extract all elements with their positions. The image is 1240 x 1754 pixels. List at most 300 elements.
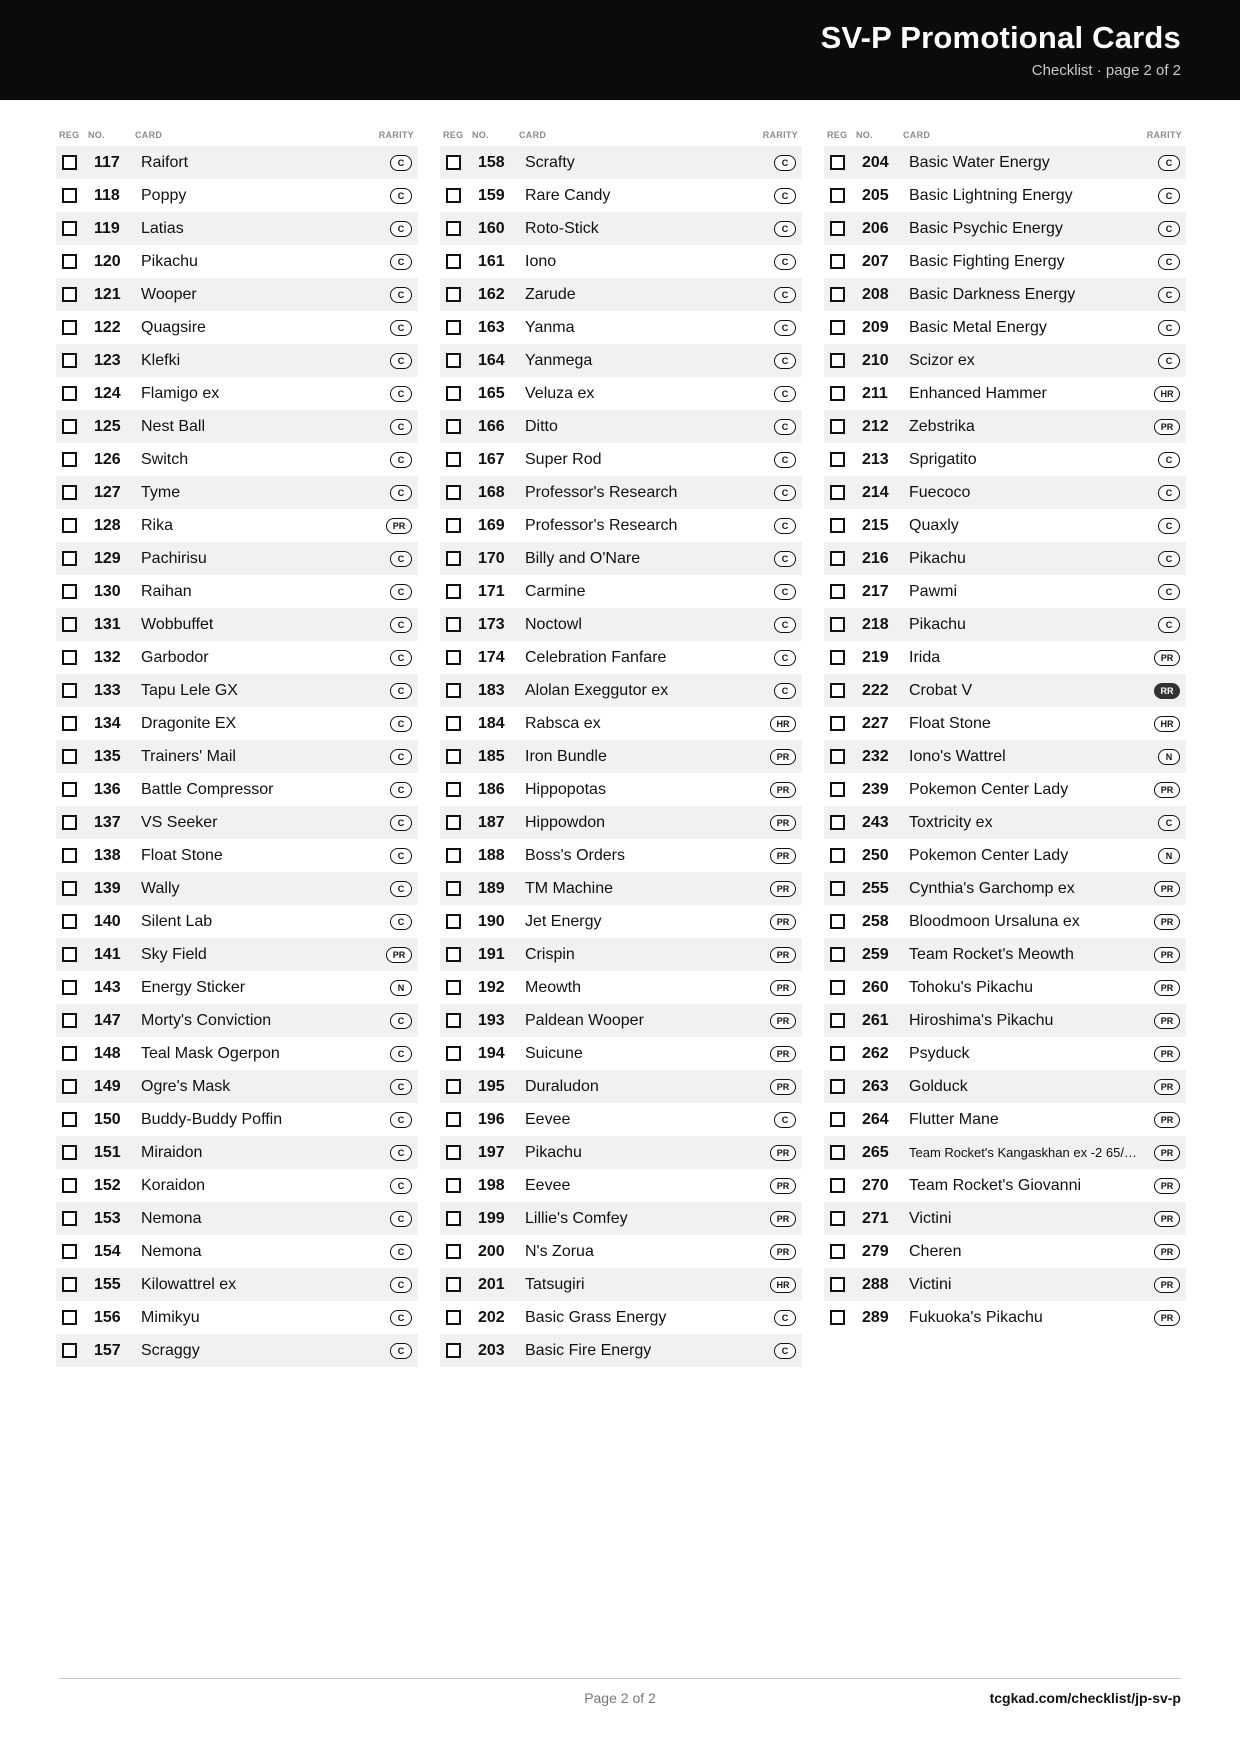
register-checkbox[interactable] <box>62 254 77 269</box>
card-row <box>824 542 1186 575</box>
register-checkbox[interactable] <box>830 815 845 830</box>
register-checkbox[interactable] <box>830 386 845 401</box>
register-checkbox[interactable] <box>446 881 461 896</box>
card-number: 159 <box>478 186 505 204</box>
footer-divider <box>59 1678 1181 1679</box>
rarity-badge: PR <box>770 1046 796 1062</box>
register-checkbox[interactable] <box>830 1079 845 1094</box>
register-checkbox[interactable] <box>62 1310 77 1325</box>
card-row <box>56 344 418 377</box>
register-checkbox[interactable] <box>62 1277 77 1292</box>
rarity-badge: C <box>1158 287 1180 303</box>
card-row <box>440 1202 802 1235</box>
card-name: Rare Candy <box>525 186 611 204</box>
card-row <box>440 1301 802 1334</box>
card-number: 187 <box>478 813 505 831</box>
card-name: Basic Grass Energy <box>525 1308 667 1326</box>
rarity-badge: C <box>390 1310 412 1326</box>
rarity-badge: PR <box>386 947 412 963</box>
register-checkbox[interactable] <box>830 419 845 434</box>
register-checkbox[interactable] <box>62 1211 77 1226</box>
register-checkbox[interactable] <box>62 221 77 236</box>
register-checkbox[interactable] <box>830 980 845 995</box>
rarity-badge: C <box>390 1046 412 1062</box>
card-row <box>56 1169 418 1202</box>
register-checkbox[interactable] <box>446 815 461 830</box>
register-checkbox[interactable] <box>62 188 77 203</box>
rarity-badge: PR <box>770 980 796 996</box>
rarity-badge: C <box>390 1211 412 1227</box>
card-number: 125 <box>94 417 121 435</box>
card-name: Ogre's Mask <box>141 1077 231 1095</box>
card-number: 173 <box>478 615 505 633</box>
register-checkbox[interactable] <box>62 1112 77 1127</box>
card-name: Basic Fire Energy <box>525 1341 652 1359</box>
card-row <box>440 740 802 773</box>
rarity-badge: PR <box>1154 1013 1180 1029</box>
rarity-cell <box>1146 716 1186 732</box>
card-number: 143 <box>94 978 121 996</box>
register-checkbox[interactable] <box>62 716 77 731</box>
rarity-badge: C <box>774 386 796 402</box>
card-name: Kilowattrel ex <box>141 1275 237 1293</box>
card-name: Psyduck <box>909 1044 970 1062</box>
card-row <box>56 542 418 575</box>
rarity-cell <box>762 353 802 369</box>
register-checkbox[interactable] <box>446 452 461 467</box>
register-checkbox[interactable] <box>446 155 461 170</box>
rarity-badge: C <box>390 584 412 600</box>
rarity-cell <box>378 716 418 732</box>
card-row <box>824 509 1186 542</box>
card-name: Teal Mask Ogerpon <box>141 1044 280 1062</box>
register-checkbox[interactable] <box>62 1079 77 1094</box>
card-number: 154 <box>94 1242 121 1260</box>
register-checkbox[interactable] <box>446 188 461 203</box>
rarity-badge: C <box>390 749 412 765</box>
card-name: Pawmi <box>909 582 958 600</box>
card-row <box>56 806 418 839</box>
register-checkbox[interactable] <box>62 848 77 863</box>
card-row <box>56 179 418 212</box>
card-number: 131 <box>94 615 121 633</box>
rarity-cell <box>378 1310 418 1326</box>
card-number: 152 <box>94 1176 121 1194</box>
rarity-badge: PR <box>1154 1310 1180 1326</box>
register-checkbox[interactable] <box>446 485 461 500</box>
register-checkbox[interactable] <box>830 287 845 302</box>
register-checkbox[interactable] <box>446 716 461 731</box>
card-name: Basic Darkness Energy <box>909 285 1076 303</box>
card-name: Pokemon Center Lady <box>909 846 1069 864</box>
header-rarity: RARITY <box>1146 130 1182 140</box>
rarity-badge: C <box>774 551 796 567</box>
rarity-badge: C <box>774 485 796 501</box>
rarity-badge: C <box>1158 221 1180 237</box>
register-checkbox[interactable] <box>62 815 77 830</box>
register-checkbox[interactable] <box>446 287 461 302</box>
register-checkbox[interactable] <box>830 782 845 797</box>
rarity-badge: C <box>1158 815 1180 831</box>
register-checkbox[interactable] <box>446 1079 461 1094</box>
card-row <box>56 1268 418 1301</box>
card-name: Eevee <box>525 1110 571 1128</box>
card-row <box>440 938 802 971</box>
register-checkbox[interactable] <box>446 1310 461 1325</box>
card-row <box>56 872 418 905</box>
rarity-badge: C <box>774 155 796 171</box>
card-number: 204 <box>862 153 889 171</box>
card-number: 122 <box>94 318 121 336</box>
register-checkbox[interactable] <box>830 1211 845 1226</box>
card-number: 270 <box>862 1176 889 1194</box>
card-row <box>440 707 802 740</box>
register-checkbox[interactable] <box>446 1211 461 1226</box>
register-checkbox[interactable] <box>830 716 845 731</box>
rarity-badge: C <box>1158 617 1180 633</box>
card-number: 258 <box>862 912 889 930</box>
rarity-badge: C <box>390 221 412 237</box>
register-checkbox[interactable] <box>62 155 77 170</box>
card-row <box>824 806 1186 839</box>
card-name: Tohoku's Pikachu <box>909 978 1034 996</box>
register-checkbox[interactable] <box>62 782 77 797</box>
register-checkbox[interactable] <box>830 320 845 335</box>
page-header <box>0 0 1240 100</box>
card-row <box>440 1334 802 1367</box>
register-checkbox[interactable] <box>446 848 461 863</box>
card-name: Rika <box>141 516 174 534</box>
card-name: Crispin <box>525 945 575 963</box>
card-number: 165 <box>478 384 505 402</box>
card-name: Basic Water Energy <box>909 153 1050 171</box>
register-checkbox[interactable] <box>62 1343 77 1358</box>
register-checkbox[interactable] <box>62 518 77 533</box>
register-checkbox[interactable] <box>830 1310 845 1325</box>
card-row <box>56 740 418 773</box>
register-checkbox[interactable] <box>62 1013 77 1028</box>
register-checkbox[interactable] <box>446 1013 461 1028</box>
register-checkbox[interactable] <box>62 386 77 401</box>
register-checkbox[interactable] <box>62 485 77 500</box>
register-checkbox[interactable] <box>446 551 461 566</box>
register-checkbox[interactable] <box>446 1277 461 1292</box>
rarity-cell <box>378 848 418 864</box>
card-name: Duraludon <box>525 1077 599 1095</box>
checklist-column-2 <box>440 124 802 1367</box>
register-checkbox[interactable] <box>830 947 845 962</box>
rarity-badge: C <box>774 221 796 237</box>
card-name: Scizor ex <box>909 351 975 369</box>
register-checkbox[interactable] <box>446 1112 461 1127</box>
rarity-badge: C <box>774 1310 796 1326</box>
card-name: Team Rocket's Meowth <box>909 945 1074 963</box>
card-number: 147 <box>94 1011 121 1029</box>
card-number: 192 <box>478 978 505 996</box>
card-row <box>56 1004 418 1037</box>
card-name: Quagsire <box>141 318 206 336</box>
card-row <box>440 971 802 1004</box>
register-checkbox[interactable] <box>446 221 461 236</box>
register-checkbox[interactable] <box>830 848 845 863</box>
card-name: Yanma <box>525 318 575 336</box>
rarity-badge: PR <box>1154 947 1180 963</box>
card-name: Noctowl <box>525 615 582 633</box>
register-checkbox[interactable] <box>62 683 77 698</box>
register-checkbox[interactable] <box>446 650 461 665</box>
card-name: Scrafty <box>525 153 575 171</box>
card-name: Nemona <box>141 1209 202 1227</box>
rarity-cell <box>762 254 802 270</box>
register-checkbox[interactable] <box>62 419 77 434</box>
register-checkbox[interactable] <box>830 1013 845 1028</box>
card-number: 162 <box>478 285 505 303</box>
register-checkbox[interactable] <box>830 1244 845 1259</box>
register-checkbox[interactable] <box>62 749 77 764</box>
footer-url: tcgkad.com/checklist/jp-sv-p <box>989 1690 1181 1706</box>
card-row <box>56 311 418 344</box>
register-checkbox[interactable] <box>446 254 461 269</box>
register-checkbox[interactable] <box>830 452 845 467</box>
rarity-cell <box>1146 1277 1186 1293</box>
rarity-badge: N <box>390 980 412 996</box>
rarity-badge: C <box>1158 584 1180 600</box>
register-checkbox[interactable] <box>446 1046 461 1061</box>
card-row <box>824 311 1186 344</box>
register-checkbox[interactable] <box>830 518 845 533</box>
card-number: 243 <box>862 813 889 831</box>
register-checkbox[interactable] <box>830 1046 845 1061</box>
rarity-cell <box>378 188 418 204</box>
card-number: 239 <box>862 780 889 798</box>
card-number: 265 <box>862 1143 889 1161</box>
rarity-cell <box>1146 1046 1186 1062</box>
rarity-cell <box>1146 1112 1186 1128</box>
card-row <box>824 1268 1186 1301</box>
rarity-cell <box>378 254 418 270</box>
card-number: 189 <box>478 879 505 897</box>
register-checkbox[interactable] <box>62 584 77 599</box>
rarity-cell <box>1146 386 1186 402</box>
card-number: 164 <box>478 351 505 369</box>
card-name: Team Rocket's Giovanni <box>909 1176 1082 1194</box>
register-checkbox[interactable] <box>62 353 77 368</box>
card-number: 215 <box>862 516 889 534</box>
register-checkbox[interactable] <box>62 320 77 335</box>
register-checkbox[interactable] <box>830 683 845 698</box>
card-name: Pikachu <box>909 615 966 633</box>
rarity-badge: PR <box>1154 1046 1180 1062</box>
register-checkbox[interactable] <box>446 353 461 368</box>
card-name: Switch <box>141 450 189 468</box>
card-name: Crobat V <box>909 681 973 699</box>
register-checkbox[interactable] <box>830 881 845 896</box>
card-row <box>56 377 418 410</box>
rarity-badge: C <box>1158 155 1180 171</box>
rarity-badge: PR <box>770 1244 796 1260</box>
register-checkbox[interactable] <box>830 254 845 269</box>
rarity-badge: C <box>390 683 412 699</box>
rarity-cell <box>762 815 802 831</box>
register-checkbox[interactable] <box>830 1112 845 1127</box>
header-reg: REG <box>827 130 848 140</box>
card-row <box>440 1004 802 1037</box>
register-checkbox[interactable] <box>830 1277 845 1292</box>
card-row <box>824 344 1186 377</box>
register-checkbox[interactable] <box>830 155 845 170</box>
rarity-cell <box>762 947 802 963</box>
rarity-badge: C <box>390 650 412 666</box>
rarity-badge: C <box>390 287 412 303</box>
rarity-badge: C <box>390 914 412 930</box>
register-checkbox[interactable] <box>62 650 77 665</box>
rarity-badge: PR <box>1154 1277 1180 1293</box>
register-checkbox[interactable] <box>62 1046 77 1061</box>
register-checkbox[interactable] <box>62 551 77 566</box>
card-number: 130 <box>94 582 121 600</box>
rarity-badge: PR <box>1154 782 1180 798</box>
card-row <box>56 938 418 971</box>
register-checkbox[interactable] <box>446 749 461 764</box>
register-checkbox[interactable] <box>830 1178 845 1193</box>
register-checkbox[interactable] <box>830 650 845 665</box>
register-checkbox[interactable] <box>830 1145 845 1160</box>
card-name: TM Machine <box>525 879 614 897</box>
register-checkbox[interactable] <box>446 1343 461 1358</box>
register-checkbox[interactable] <box>446 683 461 698</box>
card-number: 264 <box>862 1110 889 1128</box>
card-row <box>824 608 1186 641</box>
register-checkbox[interactable] <box>446 386 461 401</box>
rarity-cell <box>1146 221 1186 237</box>
card-number: 160 <box>478 219 505 237</box>
register-checkbox[interactable] <box>446 1178 461 1193</box>
register-checkbox[interactable] <box>446 419 461 434</box>
header-rarity: RARITY <box>762 130 798 140</box>
register-checkbox[interactable] <box>830 551 845 566</box>
rarity-cell <box>762 1178 802 1194</box>
register-checkbox[interactable] <box>446 320 461 335</box>
register-checkbox[interactable] <box>830 221 845 236</box>
register-checkbox[interactable] <box>62 452 77 467</box>
card-number: 148 <box>94 1044 121 1062</box>
card-row <box>824 839 1186 872</box>
card-name: Billy and O'Nare <box>525 549 641 567</box>
rarity-cell <box>762 452 802 468</box>
card-number: 135 <box>94 747 121 765</box>
register-checkbox[interactable] <box>446 980 461 995</box>
card-name: Trainers' Mail <box>141 747 236 765</box>
rarity-cell <box>762 419 802 435</box>
card-number: 174 <box>478 648 505 666</box>
rarity-badge: C <box>774 1112 796 1128</box>
register-checkbox[interactable] <box>446 1145 461 1160</box>
card-name: Nest Ball <box>141 417 206 435</box>
rarity-badge: C <box>1158 254 1180 270</box>
register-checkbox[interactable] <box>830 584 845 599</box>
card-number: 216 <box>862 549 889 567</box>
register-checkbox[interactable] <box>830 617 845 632</box>
register-checkbox[interactable] <box>62 947 77 962</box>
rarity-cell <box>378 419 418 435</box>
card-name: Toxtricity ex <box>909 813 993 831</box>
register-checkbox[interactable] <box>830 914 845 929</box>
rarity-badge: PR <box>1154 980 1180 996</box>
checklist-column-1 <box>56 124 418 1367</box>
register-checkbox[interactable] <box>446 782 461 797</box>
register-checkbox[interactable] <box>62 881 77 896</box>
card-row <box>56 641 418 674</box>
rarity-cell <box>1146 287 1186 303</box>
card-name: Hiroshima's Pikachu <box>909 1011 1054 1029</box>
register-checkbox[interactable] <box>830 188 845 203</box>
register-checkbox[interactable] <box>446 584 461 599</box>
rarity-badge: C <box>774 518 796 534</box>
rarity-badge: C <box>390 188 412 204</box>
card-row <box>440 146 802 179</box>
card-name: VS Seeker <box>141 813 218 831</box>
rarity-badge: HR <box>1154 386 1180 402</box>
card-number: 208 <box>862 285 889 303</box>
card-number: 289 <box>862 1308 889 1326</box>
rarity-badge: C <box>390 1112 412 1128</box>
register-checkbox[interactable] <box>62 617 77 632</box>
register-checkbox[interactable] <box>62 1244 77 1259</box>
register-checkbox[interactable] <box>62 980 77 995</box>
register-checkbox[interactable] <box>62 1178 77 1193</box>
rarity-cell <box>378 221 418 237</box>
card-row <box>824 410 1186 443</box>
card-row <box>824 575 1186 608</box>
card-number: 227 <box>862 714 889 732</box>
register-checkbox[interactable] <box>62 1145 77 1160</box>
rarity-cell <box>762 1046 802 1062</box>
register-checkbox[interactable] <box>62 914 77 929</box>
card-row <box>56 1037 418 1070</box>
card-number: 185 <box>478 747 505 765</box>
rarity-cell <box>1146 617 1186 633</box>
rarity-badge: C <box>390 485 412 501</box>
register-checkbox[interactable] <box>62 287 77 302</box>
rarity-badge: C <box>774 320 796 336</box>
rarity-cell <box>762 1079 802 1095</box>
rarity-cell <box>378 551 418 567</box>
register-checkbox[interactable] <box>446 914 461 929</box>
rarity-badge: PR <box>1154 1244 1180 1260</box>
rarity-badge: HR <box>1154 716 1180 732</box>
rarity-badge: HR <box>770 1277 796 1293</box>
rarity-cell <box>378 485 418 501</box>
card-number: 259 <box>862 945 889 963</box>
card-row <box>56 773 418 806</box>
rarity-badge: C <box>1158 452 1180 468</box>
header-no: NO. <box>472 130 489 140</box>
rarity-badge: C <box>390 1079 412 1095</box>
register-checkbox[interactable] <box>446 947 461 962</box>
register-checkbox[interactable] <box>446 617 461 632</box>
register-checkbox[interactable] <box>830 749 845 764</box>
rarity-badge: C <box>390 815 412 831</box>
card-name: Dragonite EX <box>141 714 237 732</box>
register-checkbox[interactable] <box>446 518 461 533</box>
card-name: Float Stone <box>909 714 991 732</box>
register-checkbox[interactable] <box>830 353 845 368</box>
card-number: 255 <box>862 879 889 897</box>
card-name: Hippopotas <box>525 780 606 798</box>
card-name: Super Rod <box>525 450 602 468</box>
register-checkbox[interactable] <box>446 1244 461 1259</box>
register-checkbox[interactable] <box>830 485 845 500</box>
